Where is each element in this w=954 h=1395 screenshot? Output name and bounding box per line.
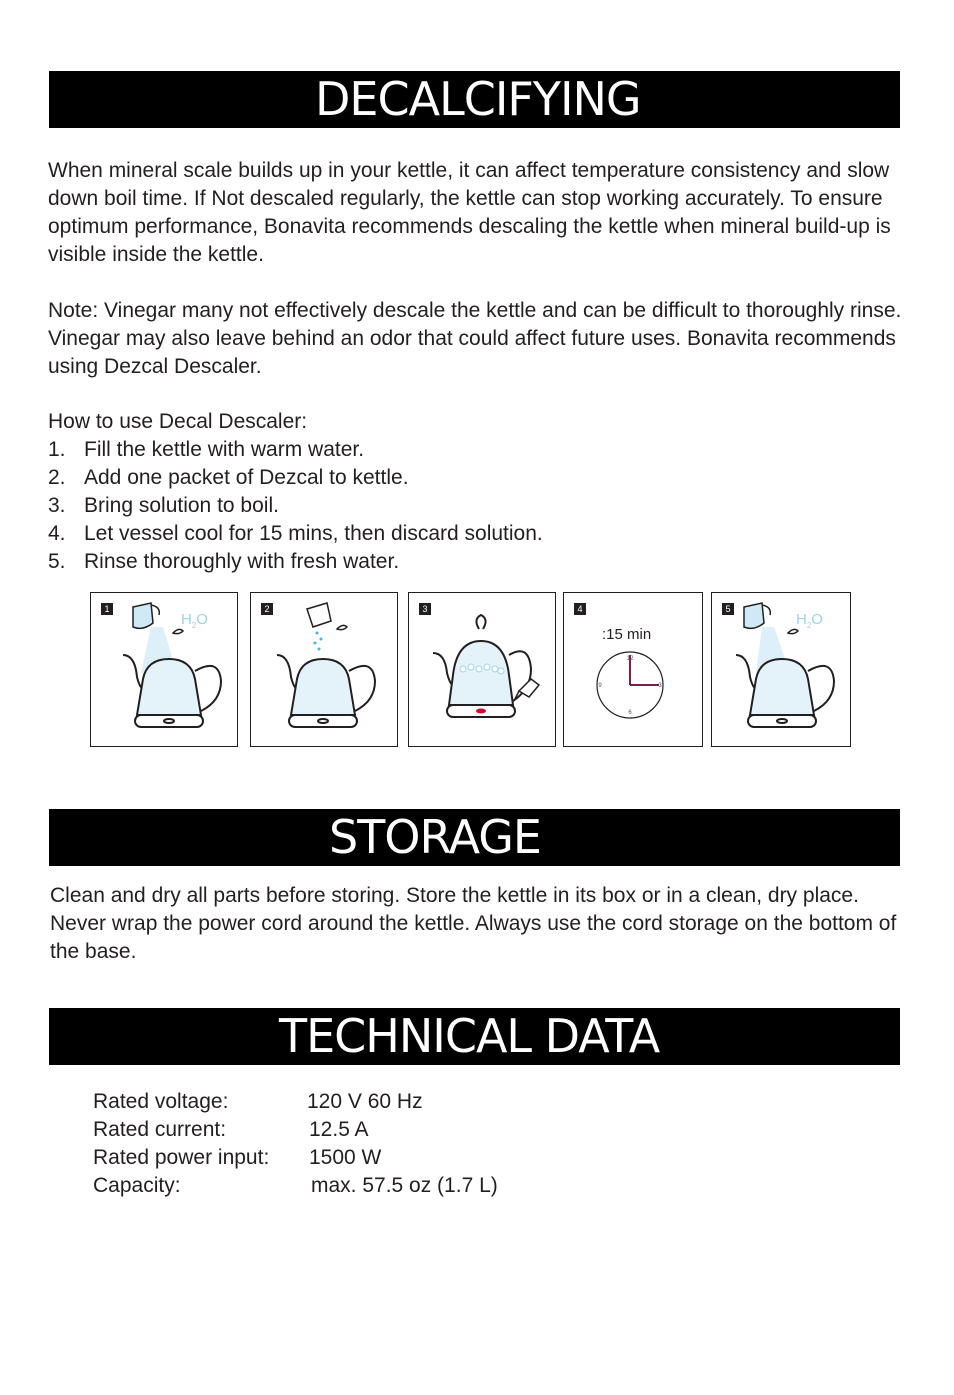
spec-row	[93, 1088, 423, 1116]
h2o-label: $H_2O$	[181, 611, 208, 630]
decalcify-intro: When mineral scale builds up in your kettle, it can affect temperature consistency and slow down boil time. If Not descaled regularly, the kettle can stop working accurately. To ensure optimum performance, Bonavita recommends descaling the kettle when mineral build-up is visible inside the kettle.	[48, 159, 891, 266]
spec-row	[93, 1172, 498, 1200]
section-banner-technical-data	[49, 1008, 900, 1065]
storage-text: Clean and dry all parts before storing. Store the kettle in its box or in a clean, dry place. Never wrap the power cord around the kettle. Always use the cord storage on the bottom of the base.	[50, 884, 897, 963]
step-badge: 2	[261, 603, 273, 615]
h2o-label: $H_2O$	[796, 611, 823, 630]
spec-table	[93, 1088, 498, 1200]
step-illustration-4	[563, 592, 703, 747]
clock-icon	[564, 593, 704, 748]
section-title: TECHNICAL DATA	[279, 1009, 660, 1063]
step-illustration-3	[408, 592, 556, 747]
spec-value: 120 V 60 Hz	[307, 1090, 423, 1113]
section-title: DECALCIFYING	[315, 72, 641, 126]
timer-label: :15 min	[602, 626, 652, 643]
spec-label: Rated voltage:	[93, 1090, 229, 1113]
section-title: STORAGE	[329, 810, 541, 864]
spec-value: 1500 W	[309, 1146, 382, 1169]
kettle-boiling-icon	[409, 593, 557, 748]
step-badge: 5	[722, 603, 734, 615]
section-banner-decalcifying	[49, 71, 900, 128]
list-item: 2. Add one packet of Dezcal to kettle.	[48, 466, 409, 489]
step-badge: 1	[101, 603, 113, 615]
step-illustration-5	[711, 592, 851, 747]
kettle-filling-icon	[91, 593, 239, 748]
step-illustration-2	[250, 592, 398, 747]
list-item: 1. Fill the kettle with warm water.	[48, 438, 365, 461]
spec-label: Rated power input:	[93, 1146, 270, 1169]
spec-value: 12.5 A	[309, 1118, 369, 1141]
svg-text:3: 3	[658, 683, 662, 689]
spec-label: Rated current:	[93, 1118, 227, 1141]
list-item: 3. Bring solution to boil.	[48, 494, 279, 517]
step-illustration-1	[90, 592, 238, 747]
kettle-rinse-icon	[712, 593, 852, 748]
svg-text:6: 6	[628, 710, 632, 716]
spec-label: Capacity:	[93, 1174, 181, 1197]
svg-text:12: 12	[626, 656, 634, 662]
section-banner-storage	[49, 809, 900, 866]
step-list	[48, 436, 543, 576]
list-item: 5. Rinse thoroughly with fresh water.	[48, 550, 400, 573]
decalcify-note: Note: Vinegar many not effectively descale the kettle and can be difficult to thoroughly rinse. Vinegar may also leave behind an odor that could affect future uses. Bonavita recommends using Dezcal Descaler.	[48, 299, 902, 378]
howto-heading: How to use Decal Descaler:	[48, 410, 308, 433]
svg-text:9: 9	[598, 683, 602, 689]
step-badge: 3	[419, 603, 431, 615]
spec-row	[93, 1116, 369, 1144]
list-item: 4. Let vessel cool for 15 mins, then discard solution.	[48, 522, 543, 545]
spec-value: max. 57.5 oz (1.7 L)	[311, 1174, 498, 1197]
step-badge: 4	[574, 603, 586, 615]
spec-row	[93, 1144, 382, 1172]
kettle-packet-icon	[251, 593, 399, 748]
